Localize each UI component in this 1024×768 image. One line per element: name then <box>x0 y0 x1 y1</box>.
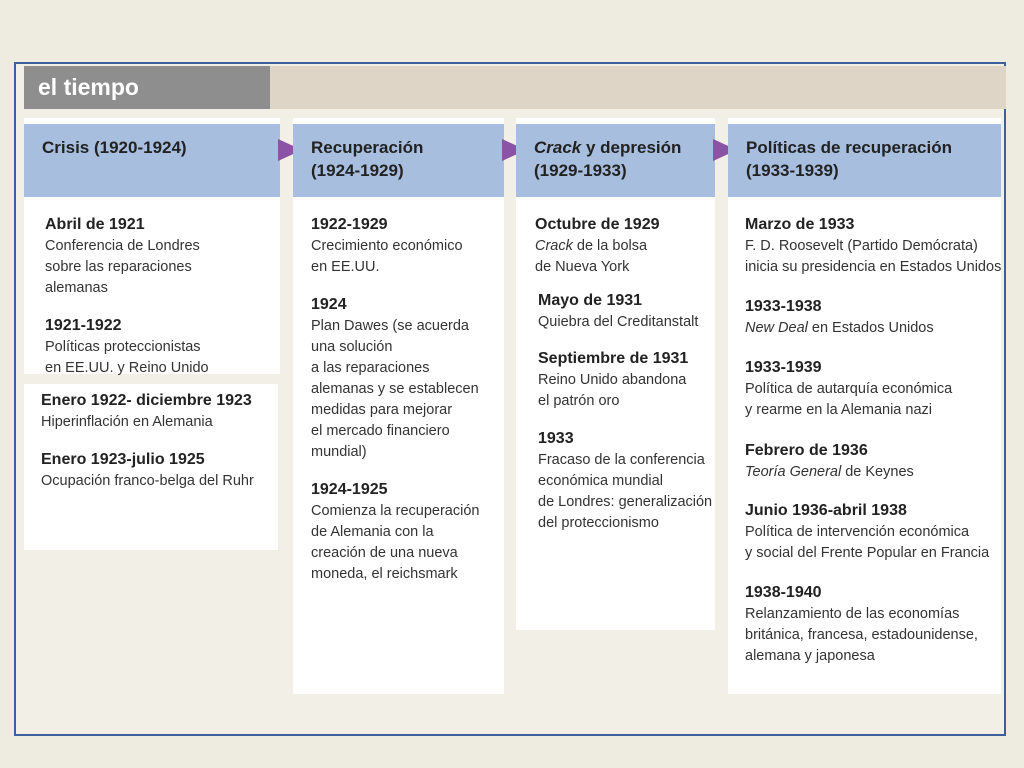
entry-date: 1922-1929 <box>311 216 388 233</box>
entry-date: Septiembre de 1931 <box>538 350 689 367</box>
entry-text: de Londres: generalización <box>538 494 713 510</box>
heading-line: Crisis (1920-1924) <box>42 138 187 157</box>
entry-text: moneda, el reichsmark <box>311 566 458 582</box>
entry-text <box>745 462 914 483</box>
entry-text: Hiperinflación en Alemania <box>41 414 213 430</box>
entry-date: Octubre de 1929 <box>535 216 660 233</box>
entry-date: 1921-1922 <box>45 317 122 334</box>
entry-text: una solución <box>311 339 393 355</box>
entry-text: Ocupación franco-belga del Ruhr <box>41 473 254 489</box>
timeline-entry <box>538 290 698 333</box>
timeline-entry <box>745 500 989 564</box>
entry-text: Políticas proteccionistas <box>45 339 201 355</box>
timeline-entry <box>41 449 254 492</box>
entry-text: alemanas <box>45 280 108 296</box>
entry-date: 1924-1925 <box>311 481 388 498</box>
entry-text: Quiebra del Creditanstalt <box>538 314 699 330</box>
entry-date: 1933-1939 <box>745 359 822 376</box>
timeline-entry <box>745 214 1001 278</box>
timeline-entry <box>538 348 688 412</box>
entry-text <box>535 236 660 257</box>
entry-text: el patrón oro <box>538 393 620 409</box>
entry-text: y rearme en la Alemania nazi <box>745 402 932 418</box>
timeline-entry <box>41 390 252 433</box>
heading-line: (1933-1939) <box>746 161 839 180</box>
entry-rest: de Keynes <box>841 464 914 480</box>
entry-text: el mercado financiero <box>311 423 450 439</box>
timeline-entry <box>745 582 978 667</box>
entry-date: Junio 1936-abril 1938 <box>745 502 907 519</box>
entry-date: Abril de 1921 <box>45 216 145 233</box>
entry-text: Política de autarquía económica <box>745 381 953 397</box>
entry-text: del proteccionismo <box>538 515 659 531</box>
heading-line: (1924-1929) <box>311 161 404 180</box>
entry-date: Marzo de 1933 <box>745 216 855 233</box>
column-heading <box>728 124 1001 197</box>
entry-text: Reino Unido abandona <box>538 372 687 388</box>
entry-date: Enero 1922- diciembre 1923 <box>41 392 252 409</box>
entry-text: británica, francesa, estadounidense, <box>745 627 978 643</box>
entry-text: creación de una nueva <box>311 545 458 561</box>
column-heading <box>293 124 504 197</box>
entry-text: alemana y japonesa <box>745 648 875 664</box>
entry-text: inicia su presidencia en Estados Unidos <box>745 259 1002 275</box>
entry-rest: de la bolsa <box>572 238 648 254</box>
timeline-entry <box>311 214 463 278</box>
heading-line: (1929-1933) <box>534 161 627 180</box>
timeline-entry <box>311 294 479 463</box>
entry-date: Mayo de 1931 <box>538 292 643 309</box>
entry-text: Política de intervención económica <box>745 524 970 540</box>
entry-text: en EE.UU. y Reino Unido <box>45 360 209 376</box>
entry-text: F. D. Roosevelt (Partido Demócrata) <box>745 238 978 254</box>
entry-text <box>745 318 934 339</box>
entry-text: Conferencia de Londres <box>45 238 200 254</box>
heading-line: Políticas de recuperación <box>746 138 952 157</box>
entry-text: Plan Dawes (se acuerda <box>311 318 469 334</box>
entry-date: Enero 1923-julio 1925 <box>41 451 205 468</box>
entry-text: medidas para mejorar <box>311 402 453 418</box>
column-heading <box>24 124 280 197</box>
entry-text: a las reparaciones <box>311 360 430 376</box>
entry-text: Fracaso de la conferencia <box>538 452 705 468</box>
entry-text: y social del Frente Popular en Francia <box>745 545 990 561</box>
timeline-entry <box>535 214 660 278</box>
entry-text: en EE.UU. <box>311 259 380 275</box>
entry-date: 1938-1940 <box>745 584 822 601</box>
entry-date: Febrero de 1936 <box>745 442 868 459</box>
timeline-entry <box>45 315 209 379</box>
entry-text: económica mundial <box>538 473 663 489</box>
entry-text: Relanzamiento de las economías <box>745 606 960 622</box>
entry-text: alemanas y se establecen <box>311 381 479 397</box>
heading-line <box>534 136 715 159</box>
entry-text: mundial) <box>311 444 367 460</box>
section-title: el tiempo <box>24 66 270 109</box>
entry-date: 1933 <box>538 430 574 447</box>
heading-line: Recuperación <box>311 138 424 157</box>
entry-italic: New Deal <box>745 320 808 336</box>
timeline-entry <box>538 428 712 534</box>
entry-text: de Nueva York <box>535 259 630 275</box>
timeline-entry <box>45 214 200 299</box>
timeline-entry <box>311 479 479 585</box>
entry-italic: Crack <box>535 238 573 254</box>
entry-text: Crecimiento económico <box>311 238 463 254</box>
entry-date: 1924 <box>311 296 347 313</box>
timeline-entry <box>745 440 914 483</box>
entry-text: de Alemania con la <box>311 524 434 540</box>
heading-rest: y depresión <box>581 138 682 157</box>
heading-italic: Crack <box>534 138 582 157</box>
entry-rest: en Estados Unidos <box>807 320 934 336</box>
entry-text: sobre las reparaciones <box>45 259 192 275</box>
timeline-entry <box>745 357 952 421</box>
entry-text: Comienza la recuperación <box>311 503 480 519</box>
column-heading <box>516 124 715 197</box>
entry-date: 1933-1938 <box>745 298 822 315</box>
timeline-entry <box>745 296 934 339</box>
entry-italic: Teoría General <box>745 464 842 480</box>
